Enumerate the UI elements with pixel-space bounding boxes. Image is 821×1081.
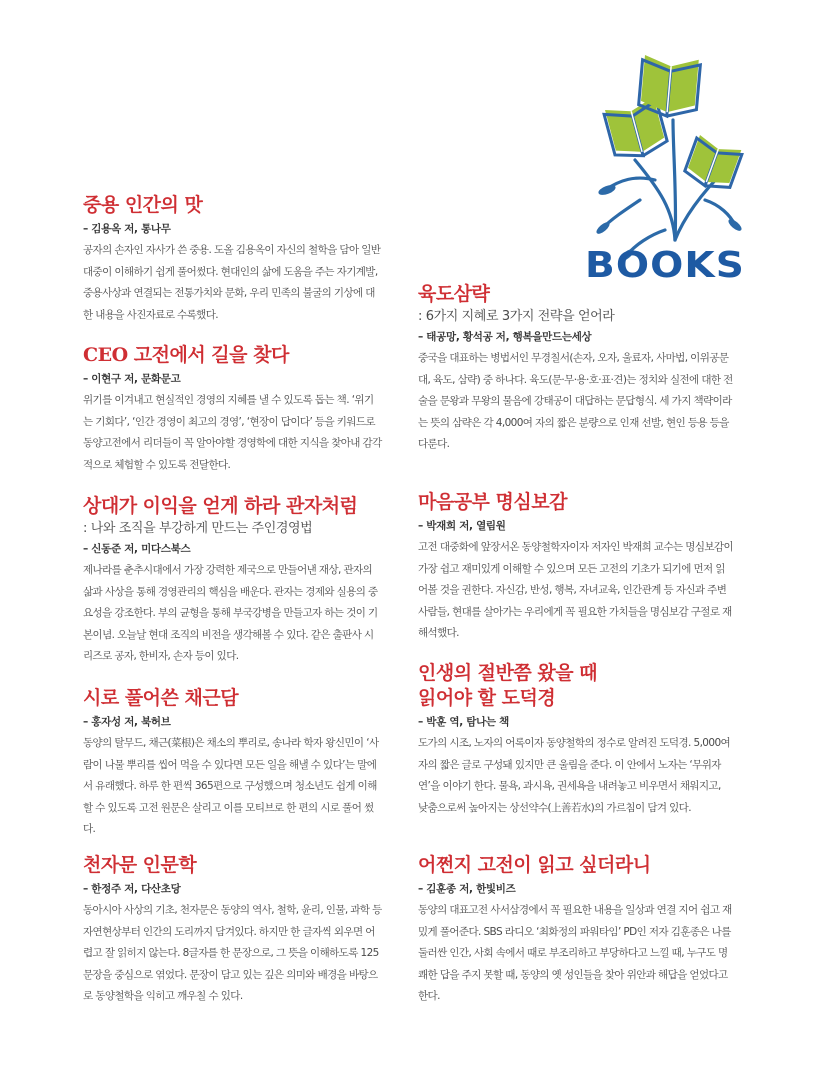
book-title: 시로 풀어쓴 채근담 bbox=[83, 687, 239, 709]
book-title: 어쩐지 고전이 읽고 싶더라니 bbox=[418, 854, 651, 876]
book-entry bbox=[418, 282, 733, 456]
book-entry bbox=[83, 853, 383, 1008]
book-author: – 김용옥 저, 통나무 bbox=[83, 223, 171, 235]
book-title: CEO 고전에서 길을 찾다 bbox=[83, 344, 289, 366]
book-entry bbox=[83, 193, 383, 326]
book-author: – 이현구 저, 문화문고 bbox=[83, 373, 181, 385]
book-description: 제나라를 춘추시대에서 가장 강력한 제국으로 만들어낸 재상, 관자의 삶과 사상을 통해 경영관리의 핵심을 배운다. 관자는 경제와 실용의 중요성을 강조한다. 부의 균형을 통해 부국강병을 만들고자 하는 것이 기본이념. 오늘날 현대 조직의 비전을 생각해볼 수 있다. 같은 출판사 시리즈로 공자, 한비자, 손자 등이 있다. bbox=[83, 564, 378, 662]
book-author: – 신동준 저, 미다스북스 bbox=[83, 543, 191, 555]
book-author: – 박훈 역, 탐나는 책 bbox=[418, 716, 509, 728]
books-logo bbox=[565, 40, 765, 280]
book-subtitle: : 6가지 지혜로 3가지 전략을 얻어라 bbox=[418, 309, 615, 324]
book-author: – 박재희 저, 열림원 bbox=[418, 520, 506, 532]
book-title: 천자문 인문학 bbox=[83, 854, 197, 876]
book-author: – 홍자성 저, 북허브 bbox=[83, 716, 171, 728]
book-title: 육도삼략 bbox=[418, 283, 490, 305]
book-description: 도가의 시조, 노자의 어록이자 동양철학의 정수로 알려진 도덕경. 5,000여 자의 짧은 글로 구성돼 있지만 큰 울림을 준다. 이 안에서 노자는 ‘무위자연’을 이야기 한다. 물욕, 과시욕, 권세욕을 내려놓고 비우면서 채워지고, 낮춤으로써 높아지는 상선약수(上善若水)의 가르침이 담겨 있다. bbox=[418, 737, 731, 814]
book-description: 위기를 이겨내고 현실적인 경영의 지혜를 낼 수 있도록 돕는 책. ‘위기는 기회다’, ‘인간 경영이 최고의 경영’, ‘현장이 답이다’ 등을 키워드로 동양고전에서 리더들이 꼭 알아야할 경영학에 대한 지식을 찾아내 감각적으로 체험할 수 있도록 전달한다. bbox=[83, 394, 382, 471]
book-title: 상대가 이익을 얻게 하라 관자처럼 bbox=[83, 495, 358, 517]
book-description: 공자의 손자인 자사가 쓴 중용. 도올 김용옥이 자신의 철학을 담아 일반대중이 이해하기 쉽게 풀어썼다. 현대인의 삶에 도움을 주는 자기계발, 중용사상과 연결되는 전통가치와 문화, 우리 민족의 불굴의 기상에 대한 내용을 사진자료로 수록했다. bbox=[83, 244, 381, 321]
book-entry bbox=[83, 343, 383, 476]
book-entry bbox=[83, 686, 383, 841]
book-author: – 한정주 저, 다산초당 bbox=[83, 883, 181, 895]
book-description: 동아시아 사상의 기초, 천자문은 동양의 역사, 철학, 윤리, 인물, 과학 등 자연현상부터 인간의 도리까지 담겨있다. 하지만 한 글자씩 외우면 어렵고 잘 읽히지 않는다. 8글자를 한 문장으로, 그 뜻을 이해하도록 125문장을 중심으로 엮었다. 문장이 담고 있는 깊은 의미와 배경을 바탕으로 동양철학을 익히고 깨우칠 수 있다. bbox=[83, 904, 382, 1002]
book-entry bbox=[418, 490, 733, 645]
book-title: 마음공부 명심보감 bbox=[418, 491, 567, 513]
book-title: 중용 인간의 맛 bbox=[83, 194, 203, 216]
book-description: 고전 대중화에 앞장서온 동양철학자이자 저자인 박재희 교수는 명심보감이 가장 쉽고 재미있게 이해할 수 있으며 모든 고전의 기초가 되기에 먼저 읽어볼 것을 권한다. 자신감, 반성, 행복, 자녀교육, 인간관계 등 자신과 주변사람들, 현대를 살아가는 우리에게 꼭 필요한 가치들을 명심보감 구절로 재해석했다. bbox=[418, 541, 733, 639]
book-description: 동양의 탈무드, 채근(菜根)은 채소의 뿌리로, 송나라 학자 왕신민이 ‘사람이 나물 뿌리를 씹어 먹을 수 있다면 모든 일을 해낼 수 있다’는 말에서 유래했다. 하루 한 편씩 365편으로 구성했으며 청소년도 쉽게 이해할 수 있도록 고전 원문은 살리고 이를 모티브로 한 편의 시로 풀어 썼다. bbox=[83, 737, 379, 835]
book-author: – 김훈종 저, 한빛비즈 bbox=[418, 883, 516, 895]
book-description: 동양의 대표고전 사서삼경에서 꼭 필요한 내용을 일상과 연결 지어 쉽고 재밌게 풀어준다. SBS 라디오 ‘최화정의 파워타임’ PD인 저자 김훈종은 나를 둘러싼 인간, 사회 속에서 때로 부조리하고 부당하다고 느낄 때, 누구도 명쾌한 답을 주지 못할 때, 동양의 옛 성인들을 찾아 위안과 해답을 얻었다고 한다. bbox=[418, 904, 732, 1002]
book-description: 중국을 대표하는 병법서인 무경칠서(손자, 오자, 울료자, 사마법, 이위공문대, 육도, 삼략) 중 하나다. 육도(문·무·용·호·표·견)는 정치와 실전에 대한 전술을 문왕과 무왕의 물음에 강태공이 대답하는 문답형식. 세 가지 책략이라는 뜻의 삼략은 각 4,000여 자의 짧은 분량으로 인재 선발, 현인 등용 등을 다룬다. bbox=[418, 352, 733, 450]
book-tree-icon bbox=[565, 40, 765, 280]
book-subtitle: : 나와 조직을 부강하게 만드는 주인경영법 bbox=[83, 521, 313, 536]
book-author: – 태공망, 황석공 저, 행복을만드는세상 bbox=[418, 331, 592, 343]
book-entry bbox=[418, 853, 733, 1008]
book-entry bbox=[83, 494, 383, 668]
book-title: 인생의 절반쯤 왔을 때 읽어야 할 도덕경 bbox=[418, 662, 598, 709]
book-entry bbox=[418, 661, 733, 819]
logo-text: BOOKS bbox=[585, 245, 745, 280]
